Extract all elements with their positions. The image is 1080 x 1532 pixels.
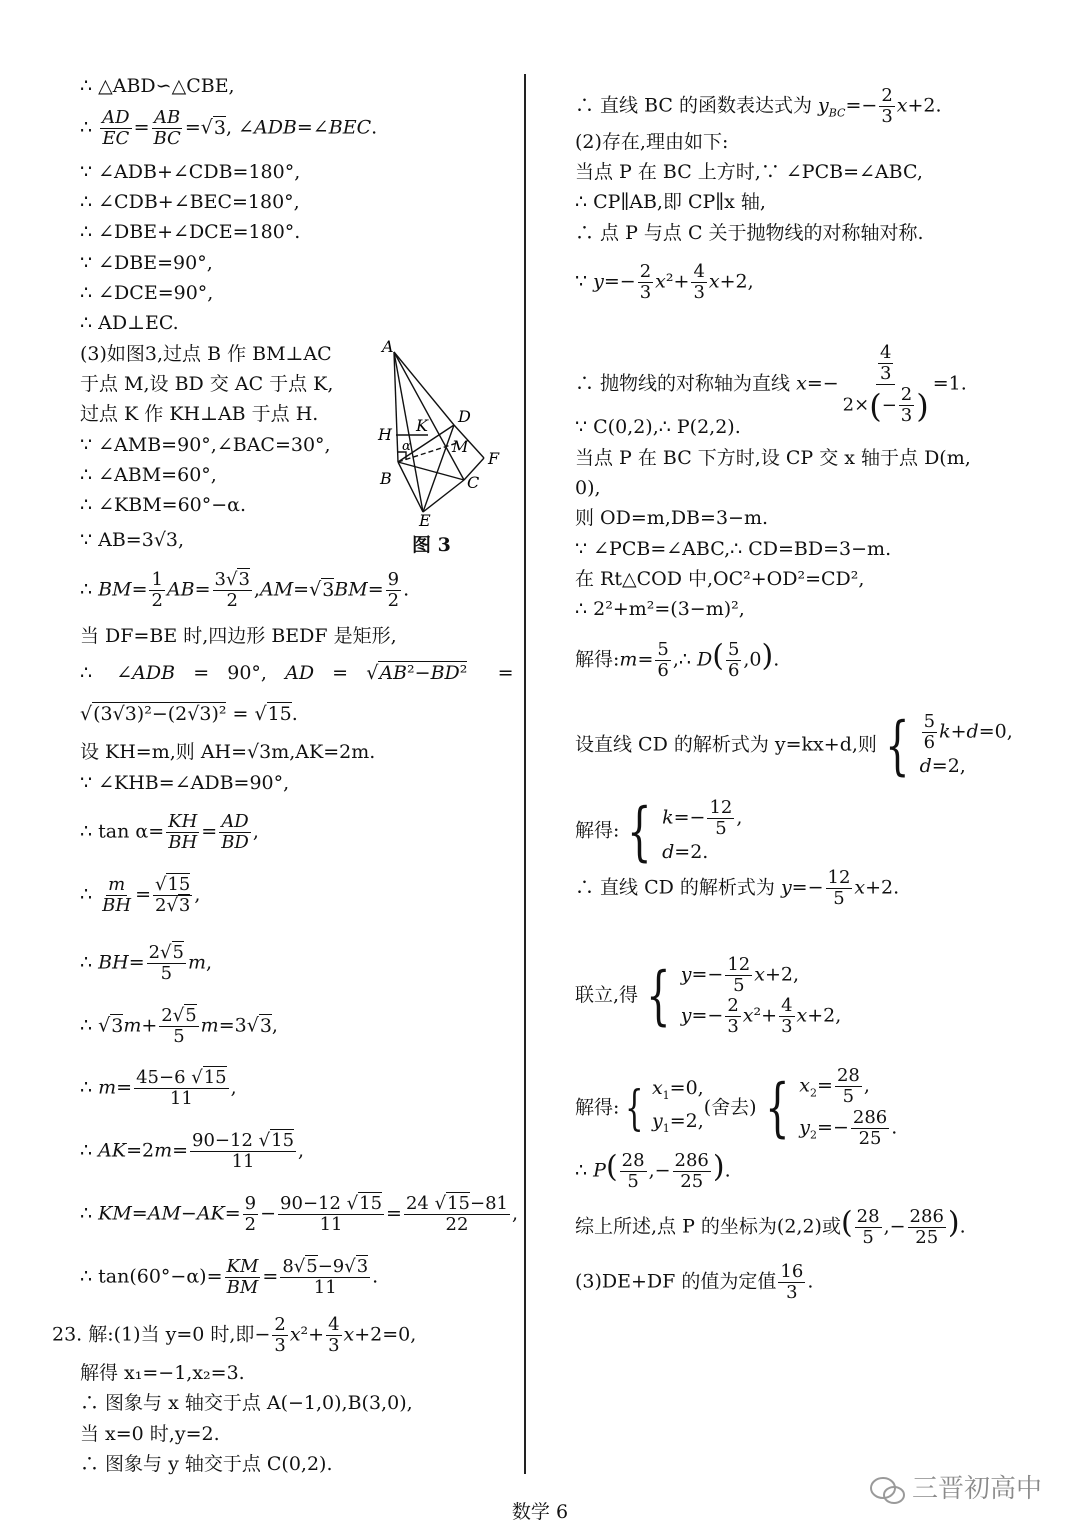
text-line: 在 Rt△COD 中,OC²+OD²=CD², [575,568,865,590]
formula-line: (3)DE+DF 的值为定值 $\frac{16}{3}$ . [575,1261,814,1303]
watermark: 三晋初高中 [912,1474,1043,1504]
figure-label: F [488,449,500,468]
formula-line: ∵ y=− $\frac{2}{3}$ x²+ $\frac{4}{3}$ x+2, [575,261,754,303]
text-line: (2)存在,理由如下: [575,131,729,153]
text-line: ∴ ∠ABM=60°, [80,464,217,486]
formula-line: ∴ BH= $\frac{2√5}{5}$ m, [80,942,213,984]
text-line: 于点 M,设 BD 交 AC 于点 K, [80,373,334,395]
text-line: ∴ 2²+m²=(3−m)², [575,598,745,620]
figure-label: H [378,425,392,444]
formula-line: ∴ ∠ADB = 90°, AD = √AB²−BD² = [80,662,514,684]
formula-line: ∴ √3m+ $\frac{2√5}{5}$ m=3√3, [80,1005,278,1047]
figure-label: M [452,437,469,456]
text-line: ∵ ∠ADB+∠CDB=180°, [80,161,301,183]
formula-line: ∴ 直线 BC 的函数表达式为 $y_{BC}=-$ $\frac{2}{3}$ x+2. [575,85,942,127]
figure-label: C [467,473,480,492]
text-line: 则 OD=m,DB=3−m. [575,507,769,529]
text-line: ∴ ∠CDB+∠BEC=180°, [80,191,300,213]
figure-label: K [416,416,428,435]
column-divider [524,74,526,1474]
text-line: 当点 P 在 BC 下方时,设 CP 交 x 轴于点 D(m, [575,447,971,469]
geometry-figure [372,340,512,555]
text-line: ∵ ∠KHB=∠ADB=90°, [80,772,290,794]
text-line: 当点 P 在 BC 上方时,∵ ∠PCB=∠ABC, [575,161,923,183]
figure-label: α [402,439,411,454]
text-line: ∴ 点 P 与点 C 关于抛物线的对称轴对称. [575,222,924,244]
text-line: ∴ ∠DBE+∠DCE=180°. [80,221,301,243]
text-line: ∵ C(0,2),∴ P(2,2). [575,416,741,438]
figure-label: A [382,340,394,356]
ratio-equation: ∴ $\frac{AD}{EC}$ = $\frac{AB}{BC}$ =√3, ∠ADB=∠BEC. [80,107,378,149]
text-line: ∴ ∠DCE=90°, [80,282,214,304]
formula-line: 解得:m= $\frac{5}{6}$ ,∴ D( $\frac{5}{6}$ ,0). [575,638,780,681]
formula-line: √(3√3)²−(2√3)² = √15. [80,703,298,725]
text-line: ∴ AD⊥EC. [80,312,179,334]
system-line: 联立,得 { y=− $\frac{12}{5}$ x+2, y=− $\frac{2}{3}$ x²+ $\frac{4}{3}$ x+2, [575,954,842,1037]
figure-label: B [380,469,392,488]
formula-line: ∴ KM=AM−AK= $\frac{9}{2}$ − $\frac{90-12 √15}{11}$ = $\frac{24 √15-81}{22}$ , [80,1193,519,1235]
formula-line: ∴ AK=2m= $\frac{90-12 √15}{11}$ , [80,1130,305,1172]
formula-line: ∴ tan(60°−α)= $\frac{KM}{BM}$ = $\frac{8√5-9√3}{11}$ . [80,1256,379,1298]
page-footer: 数学 6 [511,1501,569,1523]
formula-line: ∴ BM= $\frac{1}{2}$ AB= $\frac{3√3}{2}$ ,AM=√3BM= $\frac{9}{2}$ . [80,569,410,611]
text-line: ∴ CP∥AB,即 CP∥x 轴, [575,191,766,213]
text-line: 过点 K 作 KH⊥AB 于点 H. [80,403,319,425]
text-line: 当 DF=BE 时,四边形 BEDF 是矩形, [80,625,397,647]
wechat-icon [868,1474,908,1508]
text-line: ∴ 图象与 y 轴交于点 C(0,2). [80,1453,333,1475]
text-line: 0), [575,477,601,499]
text-line: 当 x=0 时,y=2. [80,1423,220,1445]
formula-line: ∴ tan α= $\frac{KH}{BH}$ = $\frac{AD}{BD}$ , [80,811,259,853]
text-line: ∴ △ABD∽△CBE, [80,75,235,97]
text-line: ∵ ∠PCB=∠ABC,∴ CD=BD=3−m. [575,538,892,560]
text-line: 解得 x₁=−1,x₂=3. [80,1362,245,1384]
system-line: 解得: { $x_1=0$, $y_1=2$, (舍去) { $x_2=$ $\frac{28}{5}$ , $y_2=-$ $\frac{286}{25}$ . [575,1065,898,1150]
formula-line: ∴ 抛物线的对称轴为直线 x=− $\frac{4}{3}$ 2× ( − 2 3 ) =1. [575,342,967,426]
figure-caption: 图 3 [412,534,451,556]
figure-label: D [458,407,471,426]
question-23: 23. 解:(1)当 y=0 时,即− $\frac{2}{3}$ x²+ $\frac{4}{3}$ x+2=0, [52,1314,417,1356]
formula-line: ∴ $\frac{m}{BH}$ = $\frac{√15}{2√3}$ , [80,874,201,916]
figure-label: E [419,511,431,530]
system-line: 设直线 CD 的解析式为 y=kx+d,则 { $\frac{5}{6}$ k+d=0, d=2, [575,708,1013,783]
formula-line: ∴ m= $\frac{45-6 √15}{11}$ , [80,1067,237,1109]
text-line: ∴ ∠KBM=60°−α. [80,494,247,516]
text-line: ∵ ∠DBE=90°, [80,252,213,274]
text-line: 设 KH=m,则 AH=√3m,AK=2m. [80,741,376,763]
formula-line: ∴ P( $\frac{28}{5}$ ,− $\frac{286}{25}$ ). [575,1149,731,1192]
formula-line: 综上所述,点 P 的坐标为(2,2)或( $\frac{28}{5}$ ,− $\frac{286}{25}$ ). [575,1205,966,1248]
text-line: ∵ AB=3√3, [80,529,185,551]
system-line: 解得: { k=− $\frac{12}{5}$ , d=2. [575,794,743,869]
text-line: (3)如图3,过点 B 作 BM⊥AC [80,343,332,365]
text-line: ∴ 图象与 x 轴交于点 A(−1,0),B(3,0), [80,1392,413,1414]
text-line: ∵ ∠AMB=90°,∠BAC=30°, [80,434,331,456]
formula-line: ∴ 直线 CD 的解析式为 y=− $\frac{12}{5}$ x+2. [575,867,900,909]
